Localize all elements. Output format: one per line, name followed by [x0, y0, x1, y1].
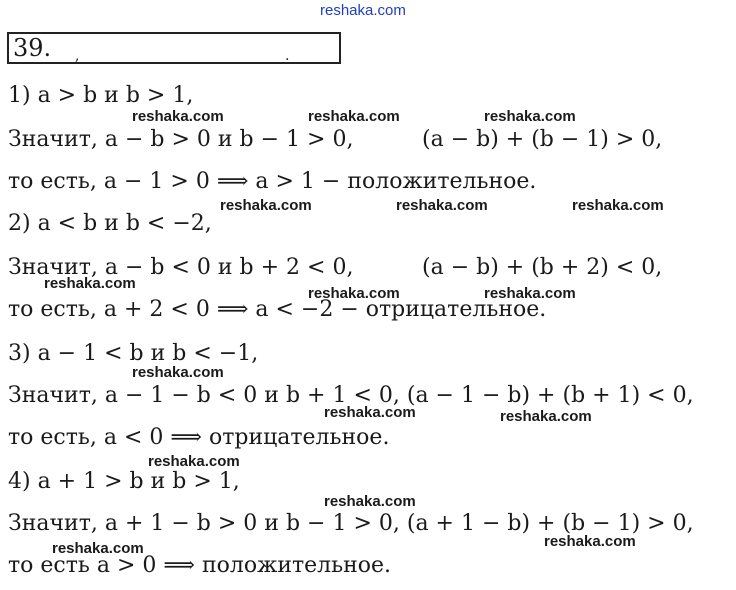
watermark: reshaka.com [544, 533, 636, 550]
box-mark: . [285, 48, 290, 64]
case-1-condition: 1) a > b и b > 1, [8, 83, 194, 108]
case-1-therefore: Значит, a − b > 0 и b − 1 > 0, [8, 127, 354, 152]
watermark: reshaka.com [396, 197, 488, 214]
case-1-sum: (a − b) + (b − 1) > 0, [422, 127, 663, 152]
case-2-sum: (a − b) + (b + 2) < 0, [422, 255, 663, 280]
watermark: reshaka.com [132, 364, 224, 381]
watermark: reshaka.com [484, 285, 576, 302]
box-mark: , [75, 48, 80, 64]
watermark: reshaka.com [132, 108, 224, 125]
watermark: reshaka.com [324, 404, 416, 421]
problem-number: 39. [13, 34, 52, 62]
watermark: reshaka.com [500, 408, 592, 425]
watermark: reshaka.com [220, 197, 312, 214]
case-2-result: то есть, a + 2 < 0 ⟹ a < −2 − отрицательное. [8, 297, 547, 322]
watermark-top[interactable]: reshaka.com [320, 2, 406, 19]
case-2-condition: 2) a < b и b < −2, [8, 211, 212, 236]
watermark: reshaka.com [308, 108, 400, 125]
case-3-therefore: Значит, a − 1 − b < 0 и b + 1 < 0, (a − 1 − b) + (b + 1) < 0, [8, 383, 694, 408]
case-1-result: то есть, a − 1 > 0 ⟹ a > 1 − положительное. [8, 169, 537, 194]
watermark: reshaka.com [484, 108, 576, 125]
case-4-condition: 4) a + 1 > b и b > 1, [8, 469, 240, 494]
case-3-result: то есть, a < 0 ⟹ отрицательное. [8, 425, 390, 450]
case-2-therefore: Значит, a − b < 0 и b + 2 < 0, [8, 255, 354, 280]
watermark: reshaka.com [324, 493, 416, 510]
problem-number-box [7, 32, 341, 64]
case-3-condition: 3) a − 1 < b и b < −1, [8, 341, 259, 366]
watermark: reshaka.com [52, 540, 144, 557]
case-4-result: то есть a > 0 ⟹ положительное. [8, 553, 392, 578]
watermark: reshaka.com [572, 197, 664, 214]
watermark: reshaka.com [148, 453, 240, 470]
watermark: reshaka.com [308, 285, 400, 302]
case-4-therefore: Значит, a + 1 − b > 0 и b − 1 > 0, (a + 1 − b) + (b − 1) > 0, [8, 511, 694, 536]
watermark: reshaka.com [44, 275, 136, 292]
